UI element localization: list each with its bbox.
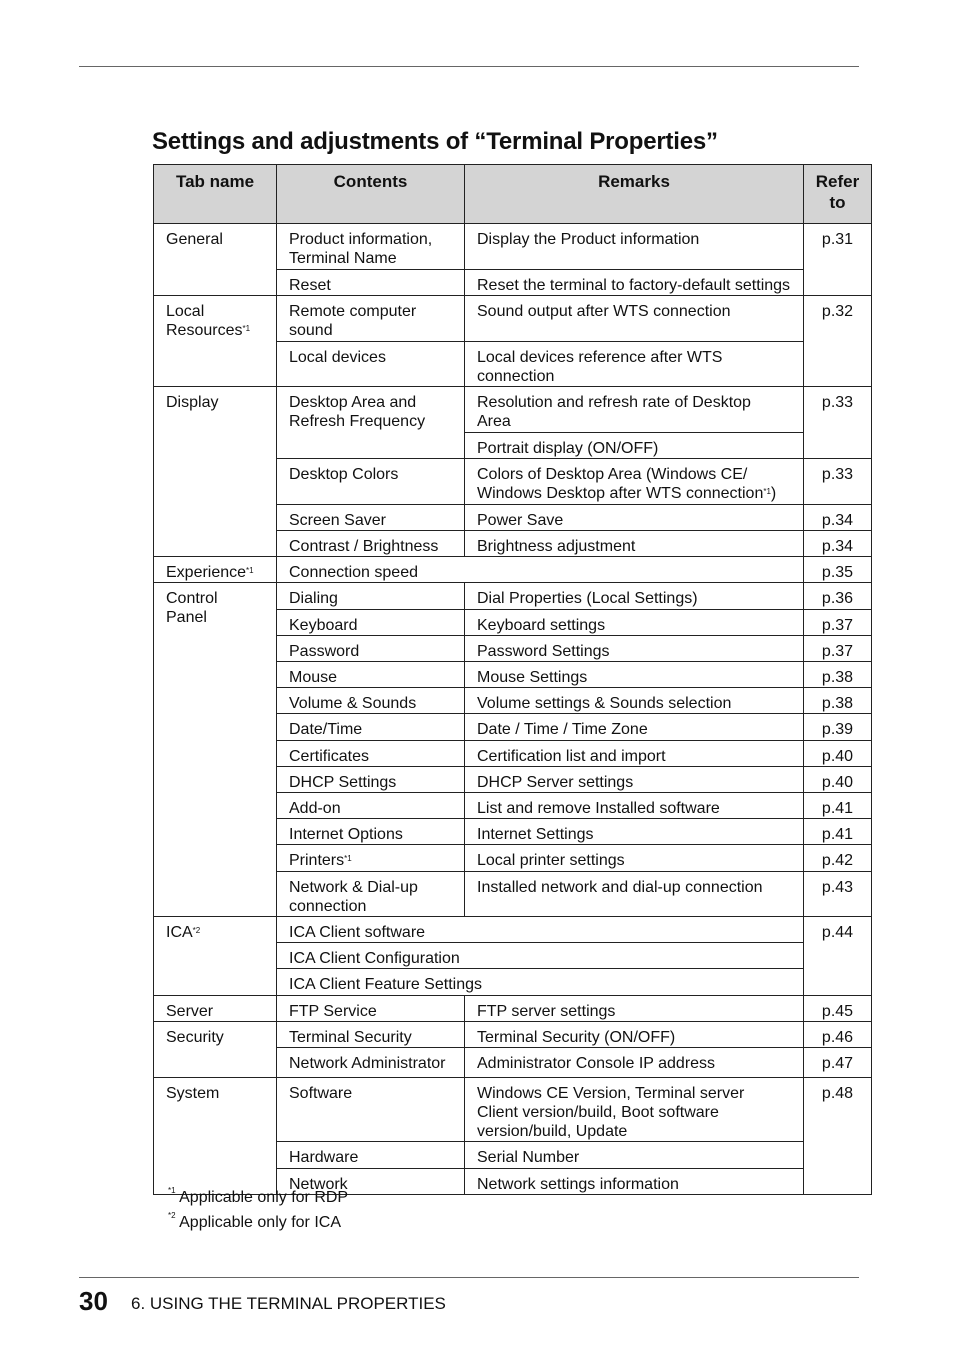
remark-cell: Serial Number <box>465 1142 804 1169</box>
remark-cell: Internet Settings <box>465 819 804 845</box>
header-refer-line2: to <box>829 193 846 212</box>
tab-name-cell: General <box>154 224 277 296</box>
remark-cell: Windows CE Version, Terminal server Client version/build, Boot software version/build, Update <box>465 1078 804 1142</box>
footnote-marker: *1 <box>344 854 352 863</box>
tab-name-cell: Control Panel <box>154 583 277 917</box>
page-ref-cell: p.31 <box>804 224 872 296</box>
footnote-ica: $^{*2}$ Applicable only for ICA <box>168 1211 341 1231</box>
page-ref-cell: p.33 <box>804 459 872 505</box>
page-ref-cell: p.45 <box>804 996 872 1022</box>
page-title: Settings and adjustments of “Terminal Properties” <box>152 128 718 155</box>
page-ref-cell: p.41 <box>804 793 872 819</box>
page-ref-cell: p.44 <box>804 917 872 996</box>
table-header-row <box>154 165 872 224</box>
content-cell: ICA Client software <box>277 917 804 943</box>
content-cell: Password <box>277 636 465 662</box>
remark-cell: Sound output after WTS connection <box>465 296 804 342</box>
footnote-marker: *1 <box>242 324 251 333</box>
content-cell: Desktop Area and Refresh Frequency <box>277 387 465 459</box>
content-cell: Date/Time <box>277 714 465 741</box>
remark-cell: Mouse Settings <box>465 662 804 688</box>
content-cell: Connection speed <box>277 557 804 583</box>
tab-name-cell: Server <box>154 996 277 1022</box>
content-cell: Mouse <box>277 662 465 688</box>
content-cell: Dialing <box>277 583 465 610</box>
tab-name-cell: Local Resources$^{*1}$ <box>154 296 277 387</box>
page-ref-cell: p.36 <box>804 583 872 610</box>
table-row <box>154 387 872 433</box>
table-row <box>154 1022 872 1048</box>
header-tab-name: Tab name <box>154 165 277 224</box>
footnote-marker: *2 <box>192 926 201 935</box>
remark-cell: Power Save <box>465 505 804 531</box>
page-ref-cell: p.41 <box>804 819 872 845</box>
remark-cell: Administrator Console IP address <box>465 1048 804 1078</box>
remark-cell: Keyboard settings <box>465 610 804 636</box>
content-cell: Network <box>277 1169 465 1195</box>
content-cell: Reset <box>277 270 465 296</box>
remark-cell: Network settings information <box>465 1169 804 1195</box>
footnote-marker: *1 <box>763 487 771 496</box>
page-ref-cell: p.32 <box>804 296 872 387</box>
content-cell: Screen Saver <box>277 505 465 531</box>
page-ref-cell: p.38 <box>804 662 872 688</box>
remark-cell: Portrait display (ON/OFF) <box>465 433 804 459</box>
page-ref-cell: p.37 <box>804 636 872 662</box>
content-cell: ICA Client Configuration <box>277 943 804 969</box>
remark-cell: Local printer settings <box>465 845 804 872</box>
page-ref-cell: p.35 <box>804 557 872 583</box>
header-refer-line1: Refer <box>815 172 860 191</box>
tab-name-cell: Experience$^{*1}$ <box>154 557 277 583</box>
page-ref-cell: p.34 <box>804 505 872 531</box>
header-remarks: Remarks <box>465 165 804 224</box>
page-ref-cell: p.39 <box>804 714 872 741</box>
tab-name-cell: Display <box>154 387 277 557</box>
remark-cell: Reset the terminal to factory-default settings <box>465 270 804 296</box>
header-contents: Contents <box>277 165 465 224</box>
tab-name-cell: Security <box>154 1022 277 1078</box>
content-cell: Hardware <box>277 1142 465 1169</box>
table-row <box>154 996 872 1022</box>
content-cell: Add-on <box>277 793 465 819</box>
settings-table <box>153 164 872 1195</box>
page-ref-cell: p.47 <box>804 1048 872 1078</box>
content-cell: Local devices <box>277 342 465 387</box>
table-row <box>154 583 872 610</box>
chapter-title: 6. USING THE TERMINAL PROPERTIES <box>131 1294 446 1313</box>
tab-name-cell: System <box>154 1078 277 1195</box>
remark-cell: Display the Product information <box>465 224 804 270</box>
remark-cell: Brightness adjustment <box>465 531 804 557</box>
page-ref-cell: p.43 <box>804 872 872 917</box>
page-ref-cell: p.40 <box>804 741 872 767</box>
content-cell: Printers$^{*1}$ <box>277 845 465 872</box>
content-cell: Software <box>277 1078 465 1142</box>
remark-cell: Volume settings & Sounds selection <box>465 688 804 714</box>
tab-name-cell: ICA$^{*2}$ <box>154 917 277 996</box>
remark-cell: Installed network and dial-up connection <box>465 872 804 917</box>
footnote-marker: *2 <box>168 1211 176 1220</box>
page-ref-cell: p.37 <box>804 610 872 636</box>
remark-cell: Dial Properties (Local Settings) <box>465 583 804 610</box>
content-cell: Certificates <box>277 741 465 767</box>
page-ref-cell: p.33 <box>804 387 872 459</box>
content-cell: FTP Service <box>277 996 465 1022</box>
remark-cell: DHCP Server settings <box>465 767 804 793</box>
table-row <box>154 1078 872 1142</box>
remark-cell: FTP server settings <box>465 996 804 1022</box>
page-ref-cell: p.48 <box>804 1078 872 1195</box>
remark-cell: Colors of Desktop Area (Windows CE/ Windows Desktop after WTS connection$^{*1}$) <box>465 459 804 505</box>
remark-cell: Resolution and refresh rate of Desktop Area <box>465 387 804 433</box>
content-cell: Contrast / Brightness <box>277 531 465 557</box>
header-refer-to <box>804 165 872 224</box>
remark-cell: Certification list and import <box>465 741 804 767</box>
content-cell: DHCP Settings <box>277 767 465 793</box>
header-rule <box>79 66 859 67</box>
table-row <box>154 917 872 943</box>
footnote-marker: *1 <box>246 566 254 575</box>
content-cell: Internet Options <box>277 819 465 845</box>
content-cell: Volume & Sounds <box>277 688 465 714</box>
content-cell: Terminal Security <box>277 1022 465 1048</box>
content-cell: Desktop Colors <box>277 459 465 505</box>
table-row <box>154 296 872 342</box>
content-cell: Product information, Terminal Name <box>277 224 465 270</box>
content-cell: Network & Dial-up connection <box>277 872 465 917</box>
remark-cell: List and remove Installed software <box>465 793 804 819</box>
table-row <box>154 557 872 583</box>
content-cell: Network Administrator <box>277 1048 465 1078</box>
footnote-rdp: $^{*1}$ Applicable only for RDP <box>168 1186 349 1206</box>
page-ref-cell: p.38 <box>804 688 872 714</box>
page-ref-cell: p.46 <box>804 1022 872 1048</box>
remark-cell: Terminal Security (ON/OFF) <box>465 1022 804 1048</box>
page-ref-cell: p.42 <box>804 845 872 872</box>
content-cell: Keyboard <box>277 610 465 636</box>
page-ref-cell: p.34 <box>804 531 872 557</box>
table-row <box>154 224 872 270</box>
remark-cell: Password Settings <box>465 636 804 662</box>
remark-cell: Date / Time / Time Zone <box>465 714 804 741</box>
footer-rule <box>79 1277 859 1278</box>
page-ref-cell: p.40 <box>804 767 872 793</box>
footnote-marker: *1 <box>168 1186 176 1195</box>
page-number: 30 <box>79 1286 108 1316</box>
content-cell: ICA Client Feature Settings <box>277 969 804 996</box>
content-cell: Remote computer sound <box>277 296 465 342</box>
remark-cell: Local devices reference after WTS connection <box>465 342 804 387</box>
